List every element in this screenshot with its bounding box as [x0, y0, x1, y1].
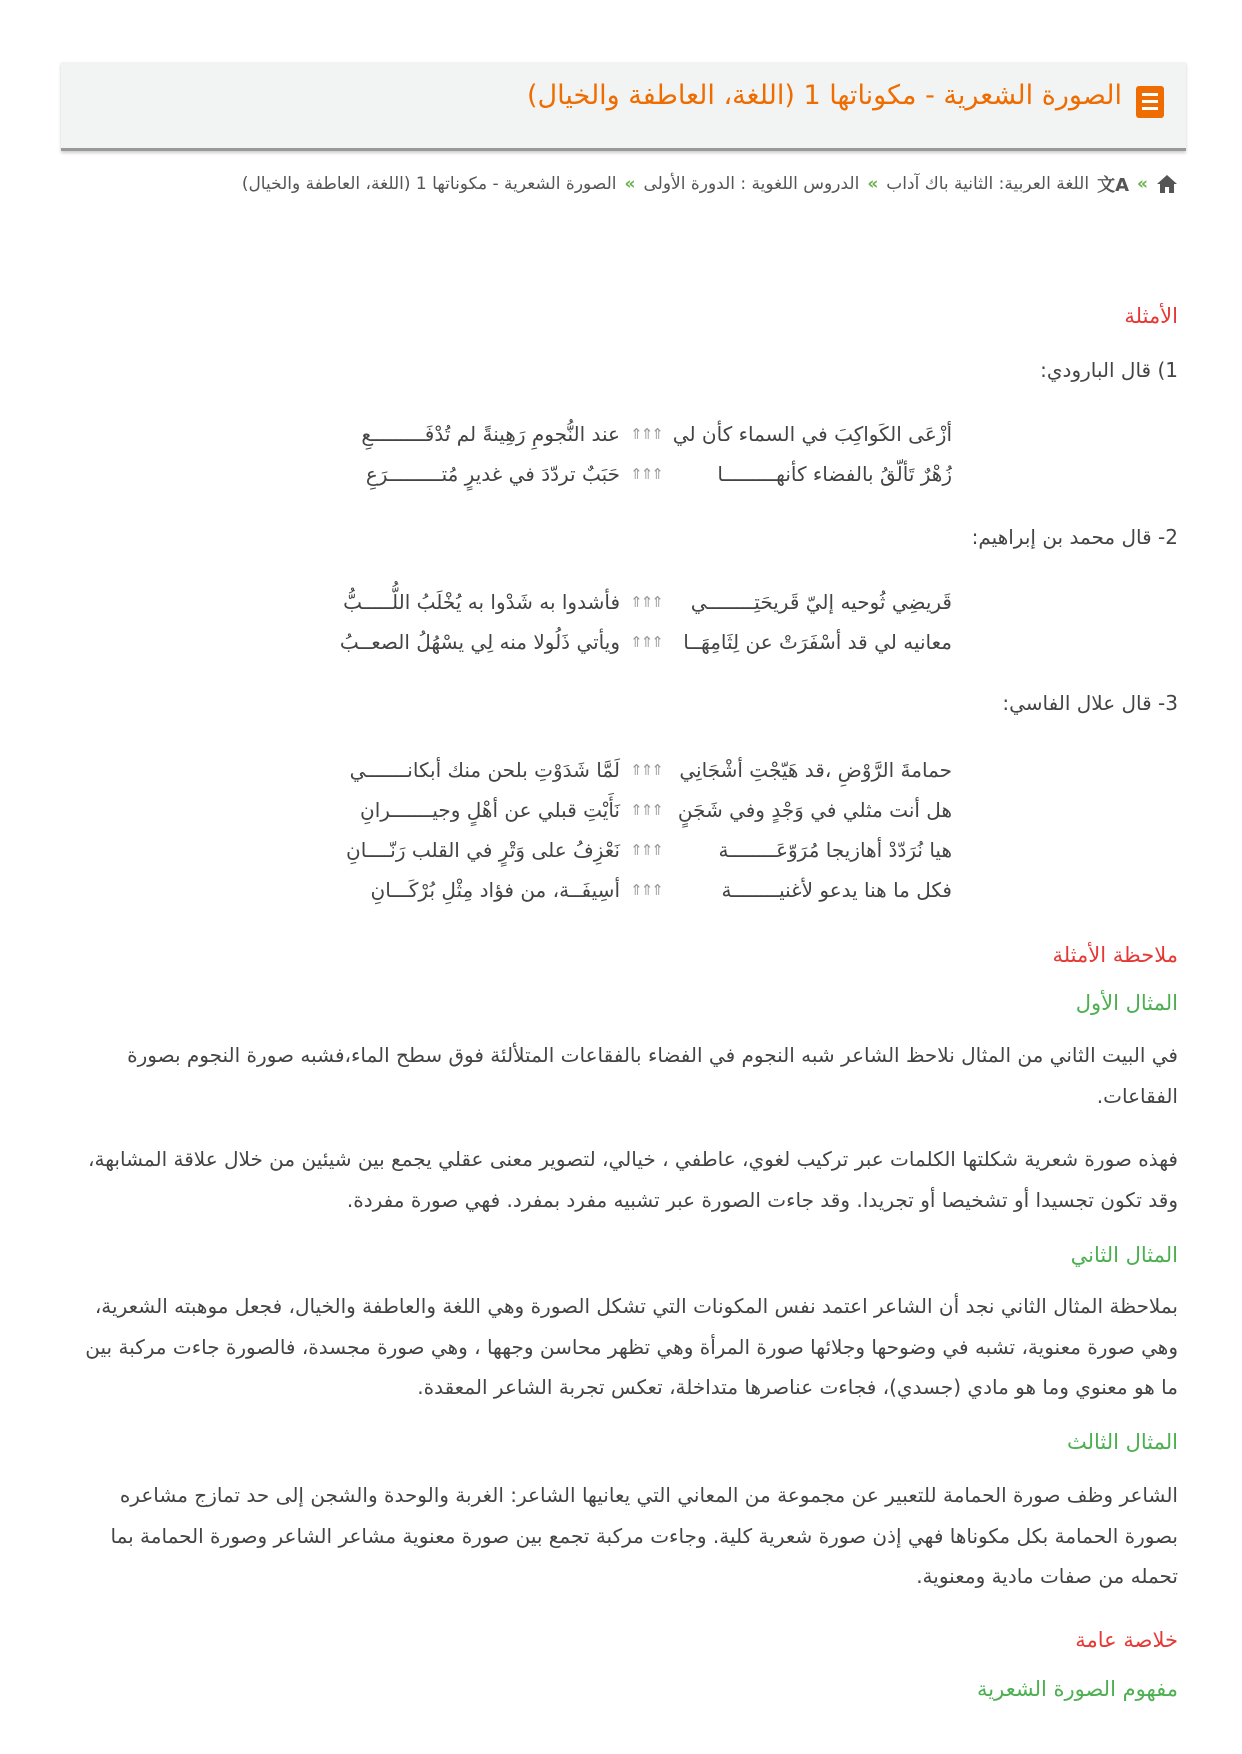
section-heading-notes: ملاحظة الأمثلة: [1052, 943, 1178, 967]
document-icon: [1136, 86, 1164, 118]
hemistich: حمامةَ الرَّوْضِ ،قد هَيّجْتِ أشْجَانِي: [679, 758, 952, 782]
hemistich: نَعْزِفُ على وَتْرٍ في القلب رَنّــــانِ: [346, 838, 620, 862]
breadcrumb-item[interactable]: اللغة العربية: الثانية باك آداب: [886, 174, 1090, 194]
breadcrumb-separator: »: [624, 174, 636, 194]
subheading-first-example: المثال الأول: [1075, 991, 1178, 1015]
breadcrumb-separator: »: [1137, 174, 1148, 194]
hemistich: فكل ما هنا يدعو لأغنيــــــــة: [721, 878, 952, 902]
paragraph: الشاعر وظف صورة الحمامة للتعبير عن مجموعة من المعاني التي يعانيها الشاعر: الغربة والوحدة والشجن إلى حد تمازج مشاعره بصورة الحمامة بكل مكوناها فهي إذن صورة شعرية كلية. وجاءت مركبة تجمع بين صورة معنوية مشاعر الشاعر وصورة الحمامة بما تحمله من صفات مادية ومعنوية.: [110, 1483, 1178, 1588]
hemistich: زُهْرٌ تَألّقُ بالفضاء كأنهـــــــــا: [717, 462, 952, 486]
subheading-second-example: المثال الثاني: [1070, 1243, 1178, 1267]
verse: [300, 454, 952, 494]
verse: [300, 622, 952, 662]
paragraph: في البيت الثاني من المثال نلاحظ الشاعر شبه النجوم في الفضاء بالفقاعات المتلألئة فوق سطح الماء،فشبه صورة النجوم بصورة الفقاعات.: [127, 1043, 1178, 1108]
subheading-concept: مفهوم الصورة الشعرية: [977, 1677, 1178, 1701]
verse-separator-icon: ⇑⇑⇑: [630, 425, 662, 443]
hemistich: هل أنت مثلي في وَجْدٍ وفي شَجَنٍ: [677, 798, 952, 822]
verse-separator-icon: ⇑⇑⇑: [630, 593, 662, 611]
page-header: [61, 62, 1186, 151]
verse: [300, 750, 952, 790]
verse-separator-icon: ⇑⇑⇑: [630, 465, 662, 483]
poem: [300, 414, 952, 494]
breadcrumb-separator: »: [867, 174, 879, 194]
verse-separator-icon: ⇑⇑⇑: [630, 881, 662, 899]
subheading-third-example: المثال الثالث: [1066, 1430, 1178, 1454]
home-icon[interactable]: [1156, 174, 1178, 194]
paragraph: فهذه صورة شعرية شكلتها الكلمات عبر تركيب لغوي، عاطفي ، خيالي، لتصوير معنى عقلي يجمع بين شيئين من خلال علاقة المشابهة، وقد تكون تجسيدا أو تشخيصا أو تجريدا. وقد جاءت الصورة عبر تشبيه مفرد بمفرد. فهي صورة مفردة.: [88, 1147, 1178, 1212]
poem: [300, 750, 952, 910]
poem: [300, 582, 952, 662]
verse: [300, 582, 952, 622]
hemistich: نَأَيْتِ قبلي عن أهْلٍ وجيـــــــرانِ: [360, 798, 620, 822]
translate-icon: 文A: [1097, 175, 1130, 196]
hemistich: هيا نُرَدّدْ أهازيجا مُرَوّعَــــــــة: [718, 838, 952, 862]
paragraph: بملاحظة المثال الثاني نجد أن الشاعر اعتمد نفس المكونات التي تشكل الصورة وهي اللغة والعاطفة والخيال، فجعل موهبته الشعرية، وهي صورة معنوية، تشبه في وضوحها وجلائها صورة المرأة وهي تظهر محاسن وجهها ، وهي صورة مجسدة، فالصورة جاءت مركبة بين ما هو معنوي وما هو مادي (جسدي)، فجاءت عناصرها متداخلة، تعكس تجربة الشاعر المعقدة.: [85, 1294, 1178, 1399]
breadcrumb: [242, 171, 1178, 197]
verse-separator-icon: ⇑⇑⇑: [630, 801, 662, 819]
example-label: 2- قال محمد بن إبراهيم:: [971, 525, 1178, 549]
hemistich: معانيه لي قد أسْفَرَتْ عن لِثَامِهَــا: [683, 630, 952, 654]
hemistich: أسِيفَــة، من فؤاد مِثْلِ بُرْكَـــانِ: [370, 878, 620, 902]
hemistich: ويأتي ذَلُولا منه لِي يسْهُلُ الصعــبُ: [339, 630, 620, 654]
section-heading-examples: الأمثلة: [1124, 304, 1178, 328]
section-heading-summary: خلاصة عامة: [1075, 1628, 1178, 1652]
verse: [300, 414, 952, 454]
hemistich: عند النُّجومِ رَهِينةً لم تُدْفَـــــــــعِ: [361, 422, 620, 446]
verse: [300, 830, 952, 870]
breadcrumb-current: الصورة الشعرية - مكوناتها 1 (اللغة، العاطفة والخيال): [241, 174, 617, 194]
breadcrumb-item[interactable]: الدروس اللغوية : الدورة الأولى: [643, 174, 860, 194]
example-label: 1) قال البارودي:: [1040, 358, 1178, 382]
verse-separator-icon: ⇑⇑⇑: [630, 633, 662, 651]
hemistich: أزْعَى الكَواكِبَ في السماء كأن لي: [672, 422, 952, 446]
verse: [300, 870, 952, 910]
page-title: الصورة الشعرية - مكوناتها 1 (اللغة، العاطفة والخيال): [526, 80, 1122, 111]
hemistich: فأشدوا به شَدْوا به يُخْلَبُ اللُّـــــبُّ: [343, 590, 620, 614]
verse: [300, 790, 952, 830]
verse-separator-icon: ⇑⇑⇑: [630, 841, 662, 859]
hemistich: قَريضِي ثُوحيه إليّ قَريحَتِــــــــي: [690, 590, 952, 614]
verse-separator-icon: ⇑⇑⇑: [630, 761, 662, 779]
hemistich: لَمَّا شَدَوْتِ بلحن منك أبكانـــــــي: [349, 758, 620, 782]
hemistich: حَبَبٌ تردّدَ في غديرٍ مُتـــــــــرَعِ: [365, 462, 620, 486]
example-label: 3- قال علال الفاسي:: [1002, 691, 1178, 715]
